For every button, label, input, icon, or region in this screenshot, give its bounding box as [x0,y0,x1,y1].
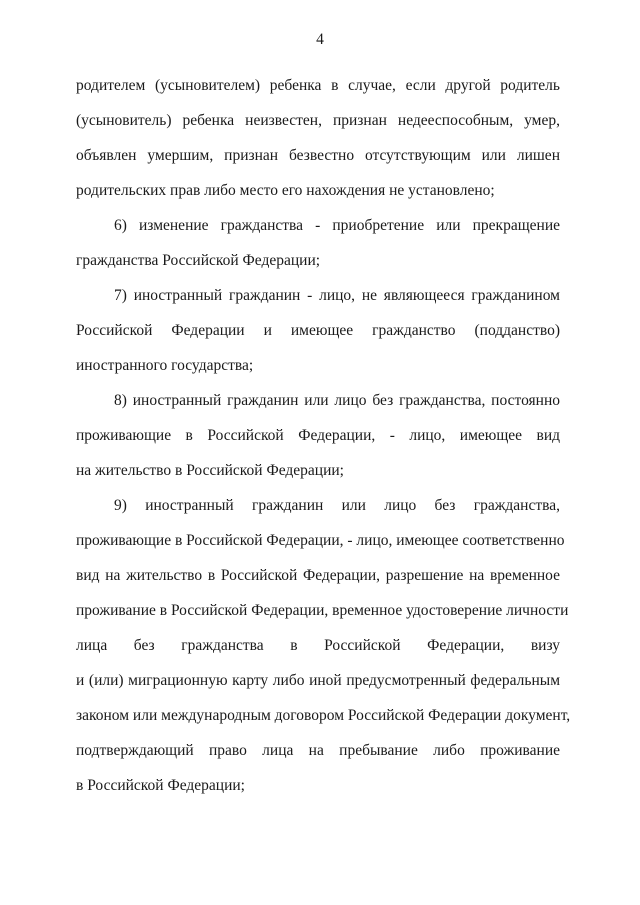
text-line: на жительство в Российской Федерации; [76,462,344,479]
text-line: 6) изменение гражданства - приобретение или прекращение [114,217,560,234]
text-line: лица без гражданства в Российской Федерации, визу [76,637,560,654]
text-line: вид на жительство в Российской Федерации, разрешение на временное [76,567,560,584]
text-line: и (или) миграционную карту либо иной предусмотренный федеральным [76,672,560,689]
text-line: объявлен умершим, признан безвестно отсутствующим или лишен [76,147,560,164]
text-line: родителем (усыновителем) ребенка в случае, если другой родитель [76,77,560,94]
text-line: проживающие в Российской Федерации, - лицо, имеющее вид [76,427,560,444]
text-line: законом или международным договором Российской Федерации документ, [76,707,571,724]
text-line: проживающие в Российской Федерации, - лицо, имеющее соответственно [76,532,565,549]
text-line: 8) иностранный гражданин или лицо без гражданства, постоянно [114,392,560,409]
text-line: 9) иностранный гражданин или лицо без гражданства, [114,497,560,514]
text-line: (усыновитель) ребенка неизвестен, признан недееспособным, умер, [76,112,560,129]
text-line: иностранного государства; [76,357,254,374]
page-number: 4 [316,31,324,48]
text-line: в Российской Федерации; [76,777,245,794]
text-line: родительских прав либо место его нахождения не установлено; [76,182,495,199]
text-line: Российской Федерации и имеющее гражданство (подданство) [76,322,560,339]
text-line: гражданства Российской Федерации; [76,252,321,269]
text-line: подтверждающий право лица на пребывание либо проживание [76,742,560,759]
text-line: 7) иностранный гражданин - лицо, не являющееся гражданином [114,287,560,304]
text-line: проживание в Российской Федерации, временное удостоверение личности [76,602,569,619]
